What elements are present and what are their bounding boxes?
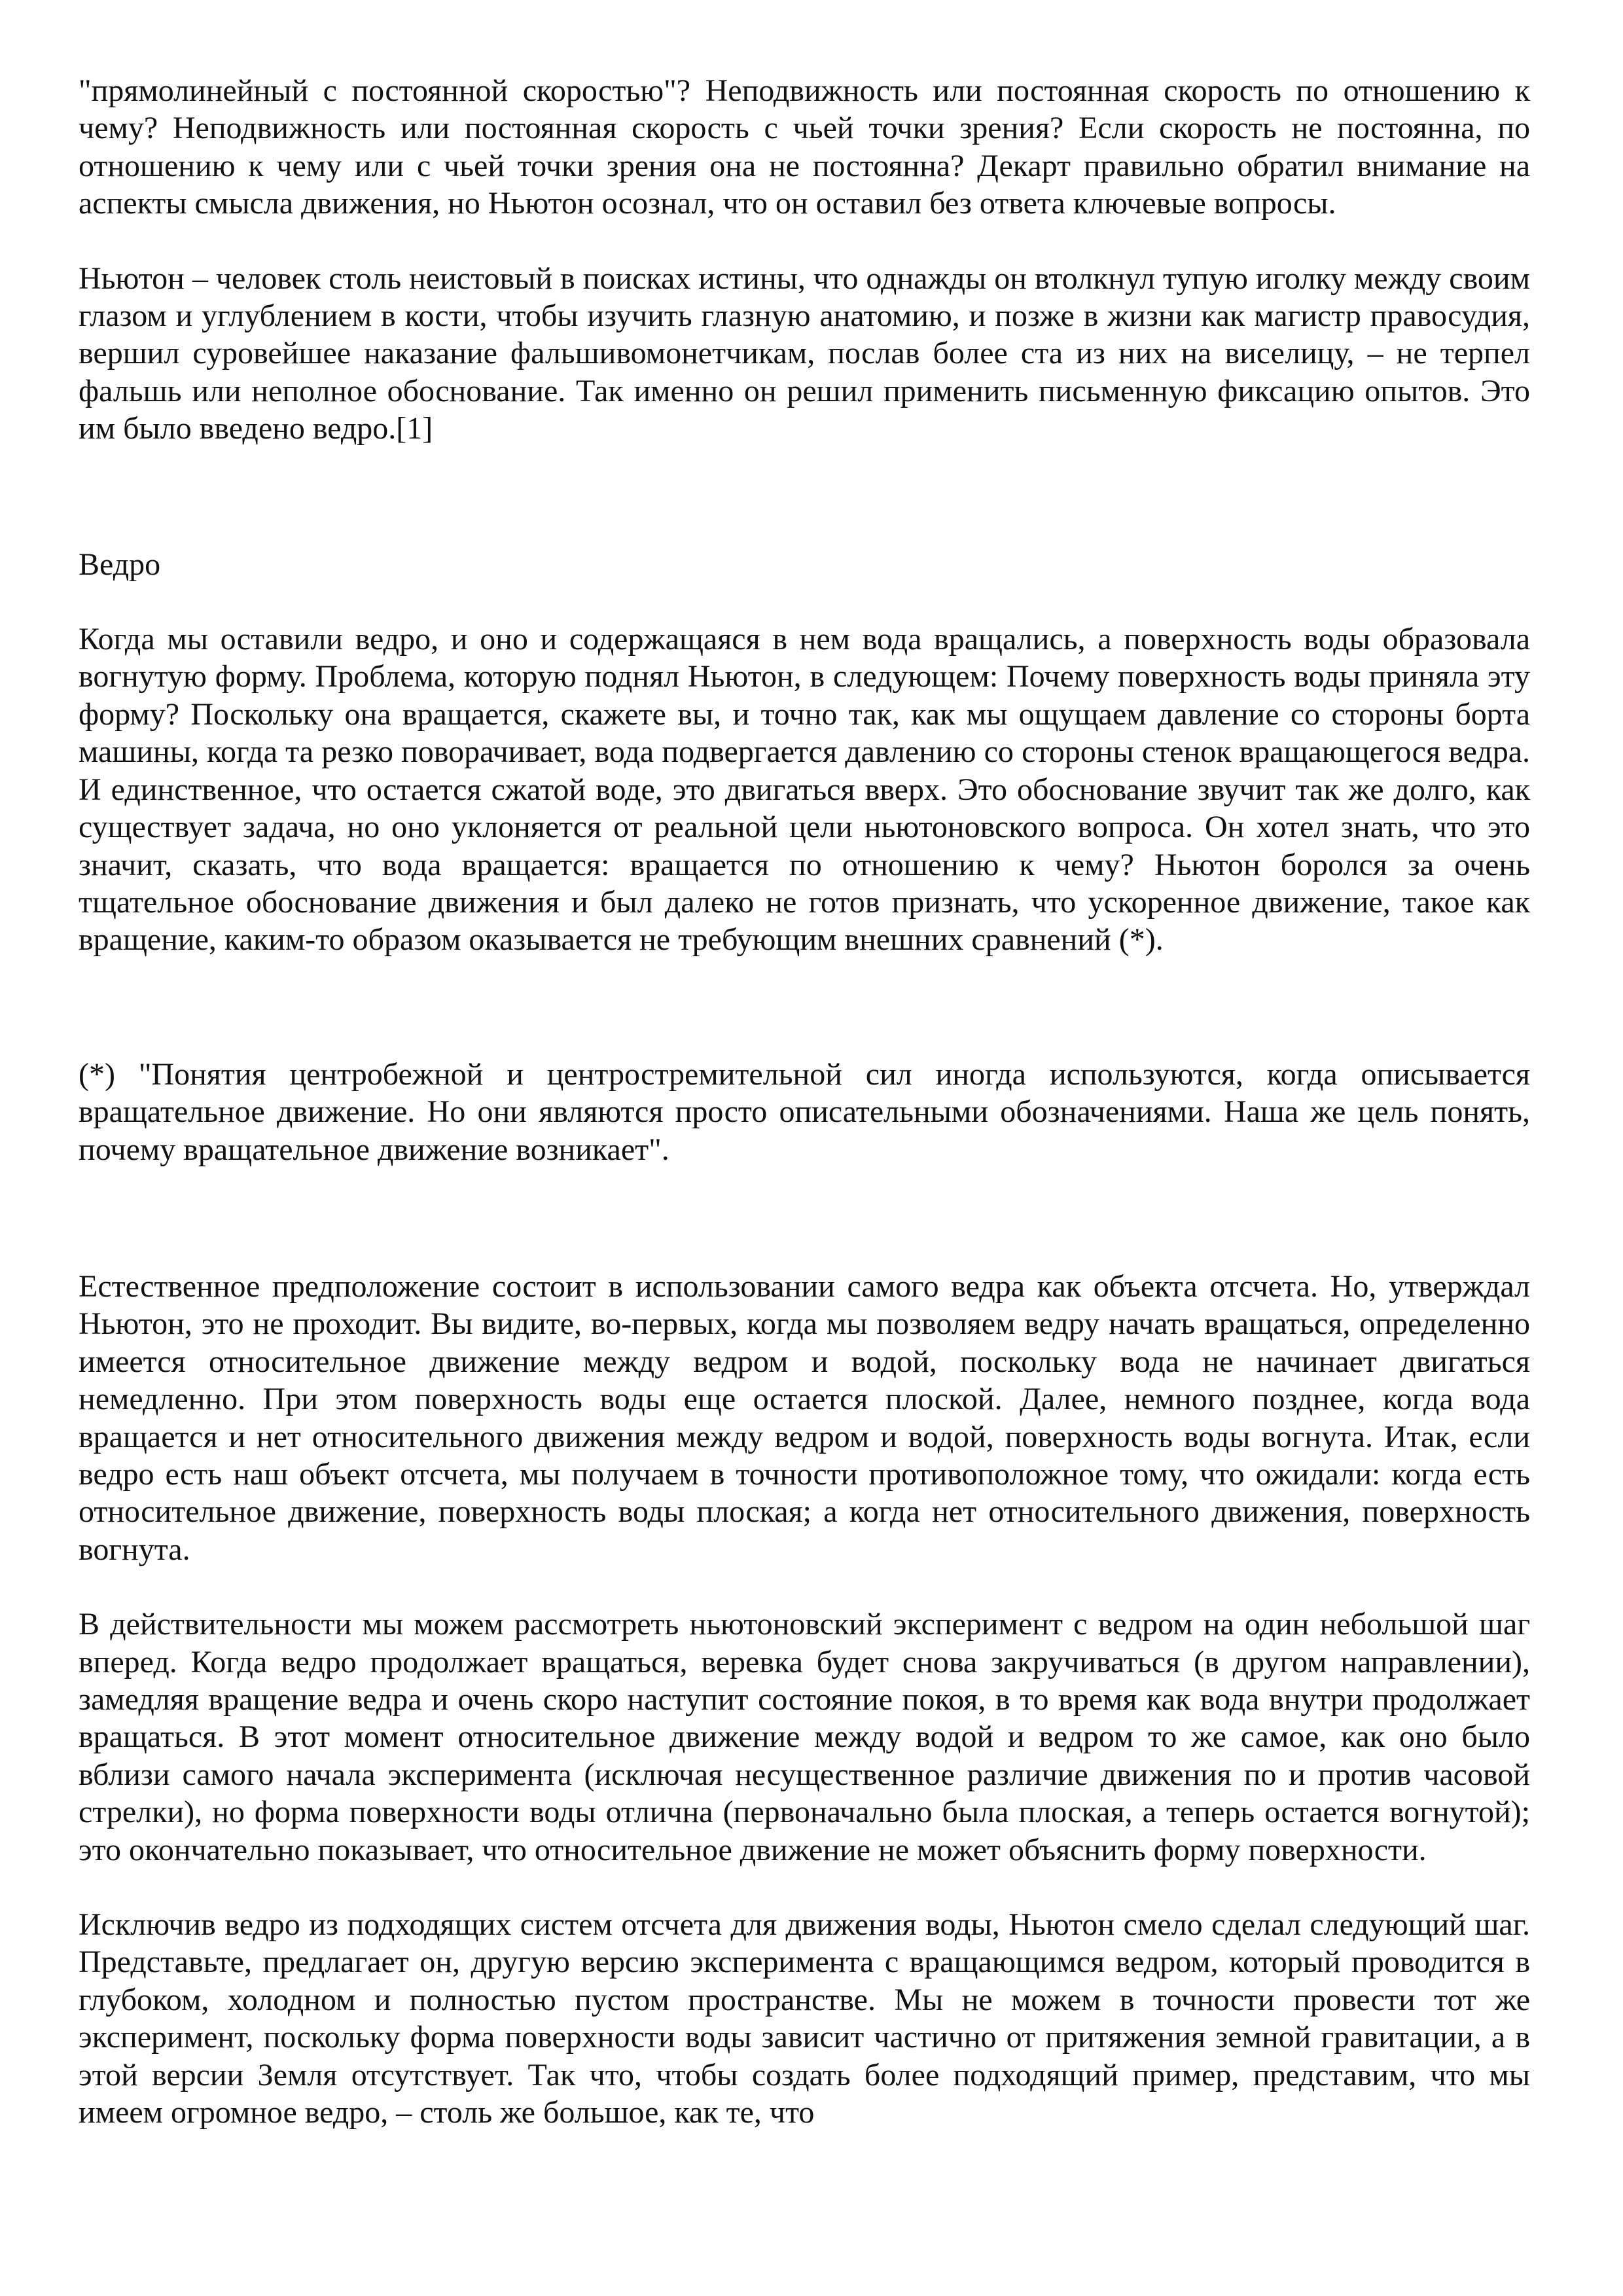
- paragraph-experiment-extension: В действительности мы можем рассмотреть ньютоновский эксперимент с ведром на один небольшой шаг вперед. Когда ведро продолжает вращаться, веревка будет снова закручиваться (в другом направлении), замедляя вращение ведра и очень скоро наступит состояние покоя, в то время как вода внутри продолжает вращаться. В этот момент относительное движение между водой и ведром то же самое, как оно было вблизи самого начала эксперимента (исключая несущественное различие движения по и против часовой стрелки), но форма поверхности воды отлична (первоначально была плоская, а теперь остается вогнутой); это окончательно показывает, что относительное движение не может объяснить форму поверхности.: [79, 1607, 1530, 1867]
- paragraph-spacer: [79, 223, 1530, 260]
- document-body: [79, 72, 1530, 2131]
- paragraph-empty-space: Исключив ведро из подходящих систем отсчета для движения воды, Ньютон смело сделал следующий шаг. Представьте, предлагает он, другую версию эксперимента с вращающимся ведром, который проводится в глубоком, холодном и полностью пустом пространстве. Мы не можем в точности провести тот же эксперимент, поскольку форма поверхности воды зависит частично от притяжения земной гравитации, а в этой версии Земля отсутствует. Так что, чтобы создать более подходящий пример, представим, что мы имеем огромное ведро, – столь же большое, как те, что: [79, 1907, 1530, 2130]
- footnote: (*) "Понятия центробежной и центростремительной сил иногда используются, когда описывается вращательное движение. Но они являются просто описательными обозначениями. Наша же цель понять, почему вращательное движение возникает".: [79, 1056, 1530, 1167]
- paragraph-spacer: [79, 1869, 1530, 1906]
- paragraph-spacer: [79, 1168, 1530, 1268]
- paragraph-bucket-reference: Естественное предположение состоит в использовании самого ведра как объекта отсчета. Но, утверждал Ньютон, это не проходит. Вы видите, во-первых, когда мы позволяем ведру начать вращаться, определенно имеется относительное движение между ведром и водой, поскольку вода не начинает двигаться немедленно. При этом поверхность воды еще остается плоской. Далее, немного позднее, когда вода вращается и нет относительного движения между ведром и водой, поверхность воды вогнута. Итак, если ведро есть наш объект отсчета, мы получаем в точности противоположное тому, что ожидали: когда есть относительное движение, поверхность воды плоская; а когда нет относительного движения, поверхность вогнута.: [79, 1268, 1530, 1567]
- paragraph-bucket-problem: Когда мы оставили ведро, и оно и содержащаяся в нем вода вращались, а поверхность воды образовала вогнутую форму. Проблема, которую поднял Ньютон, в следующем: Почему поверхность воды приняла эту форму? Поскольку она вращается, скажете вы, и точно так, как мы ощущаем давление со стороны борта машины, когда та резко поворачивает, вода подвергается давлению со стороны стенок вращающегося ведра. И единственное, что остается сжатой воде, это двигаться вверх. Это обоснование звучит так же долго, как существует задача, но оно уклоняется от реальной цели ньютоновского вопроса. Он хотел знать, что это значит, сказать, что вода вращается: вращается по отношению к чему? Ньютон боролся за очень тщательное обоснование движения и был далеко не готов признать, что ускоренное движение, такое как вращение, каким-то образом оказывается не требующим внешних сравнений (*).: [79, 622, 1530, 958]
- paragraph-spacer: [79, 583, 1530, 620]
- paragraph-spacer: [79, 959, 1530, 1056]
- paragraph-newton-character: Ньютон – человек столь неистовый в поисках истины, что однажды он втолкнул тупую иголку между своим глазом и углублением в кости, чтобы изучить глазную анатомию, и позже в жизни как магистр правосудия, вершил суровейшее наказание фальшивомонетчикам, послав более ста из них на виселицу, – не терпел фальшь или неполное обоснование. Так именно он решил применить письменную фиксацию опытов. Это им было введено ведро.[1]: [79, 260, 1530, 446]
- section-heading: Ведро: [79, 547, 161, 582]
- paragraph-motion-questions: "прямолинейный с постоянной скоростью"? Неподвижность или постоянная скорость по отношению к чему? Неподвижность или постоянная скорость с чьей точки зрения? Если скорость не постоянна, по отношению к чему или с чьей точки зрения она не постоянна? Декарт правильно обратил внимание на аспекты смысла движения, но Ньютон осознал, что он оставил без ответа ключевые вопросы.: [79, 73, 1530, 221]
- paragraph-spacer: [79, 448, 1530, 546]
- paragraph-spacer: [79, 1568, 1530, 1605]
